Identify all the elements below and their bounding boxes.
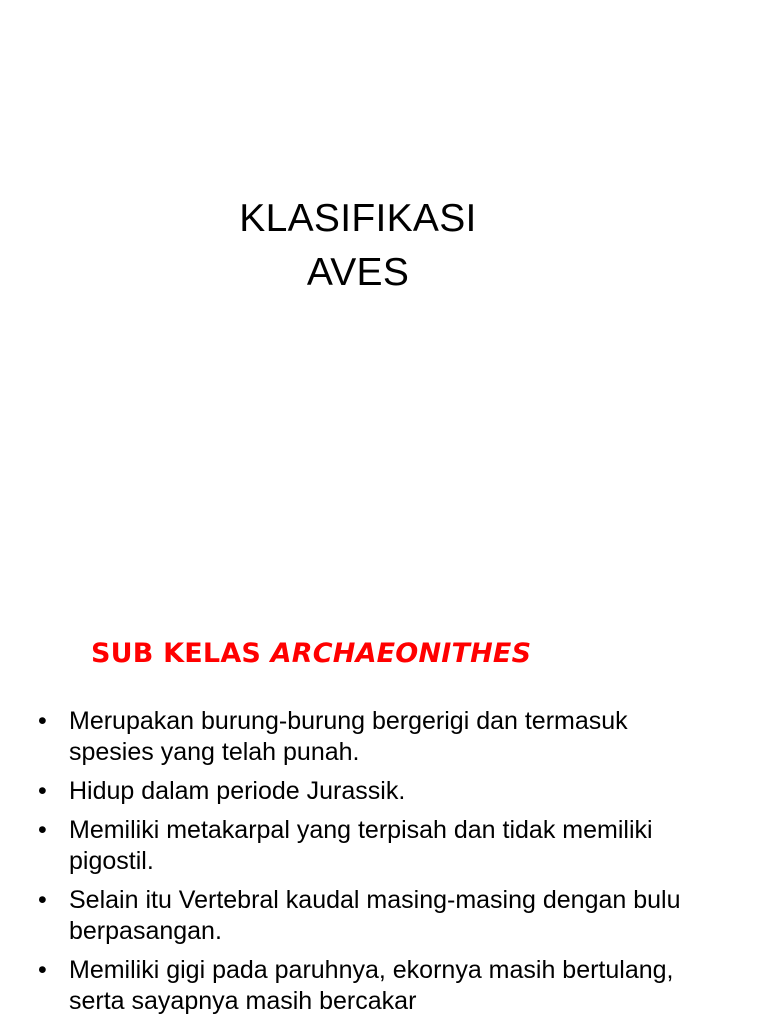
slide-title bbox=[0, 192, 716, 300]
heading-italic: ARCHAEONITHES bbox=[270, 638, 532, 669]
title-line-1: KLASIFIKASI bbox=[239, 197, 477, 240]
bullet-dot: • bbox=[38, 707, 47, 735]
list-item bbox=[38, 885, 718, 947]
sub-class-heading bbox=[91, 634, 531, 674]
bullet-dot: • bbox=[38, 777, 47, 805]
title-line-2: AVES bbox=[306, 251, 410, 294]
heading-prefix: SUB KELAS bbox=[91, 638, 271, 669]
bullet-text: Hidup dalam periode Jurassik. bbox=[69, 777, 406, 805]
content-slide bbox=[0, 576, 768, 1024]
bullet-dot: • bbox=[38, 886, 47, 914]
bullet-text: Memiliki metakarpal yang terpisah dan tidak memiliki pigostil. bbox=[69, 816, 653, 875]
bullet-text: Memiliki gigi pada paruhnya, ekornya masih bertulang, serta sayapnya masih bercakar bbox=[69, 956, 674, 1015]
list-item bbox=[38, 815, 718, 877]
list-item bbox=[38, 955, 718, 1017]
bullet-dot: • bbox=[38, 816, 47, 844]
bullet-list bbox=[38, 706, 718, 1025]
bullet-text: Merupakan burung-burung bergerigi dan termasuk spesies yang telah punah. bbox=[69, 707, 628, 766]
list-item bbox=[38, 776, 718, 807]
bullet-text: Selain itu Vertebral kaudal masing-masing dengan bulu berpasangan. bbox=[69, 886, 681, 945]
bullet-dot: • bbox=[38, 956, 47, 984]
list-item bbox=[38, 706, 718, 768]
